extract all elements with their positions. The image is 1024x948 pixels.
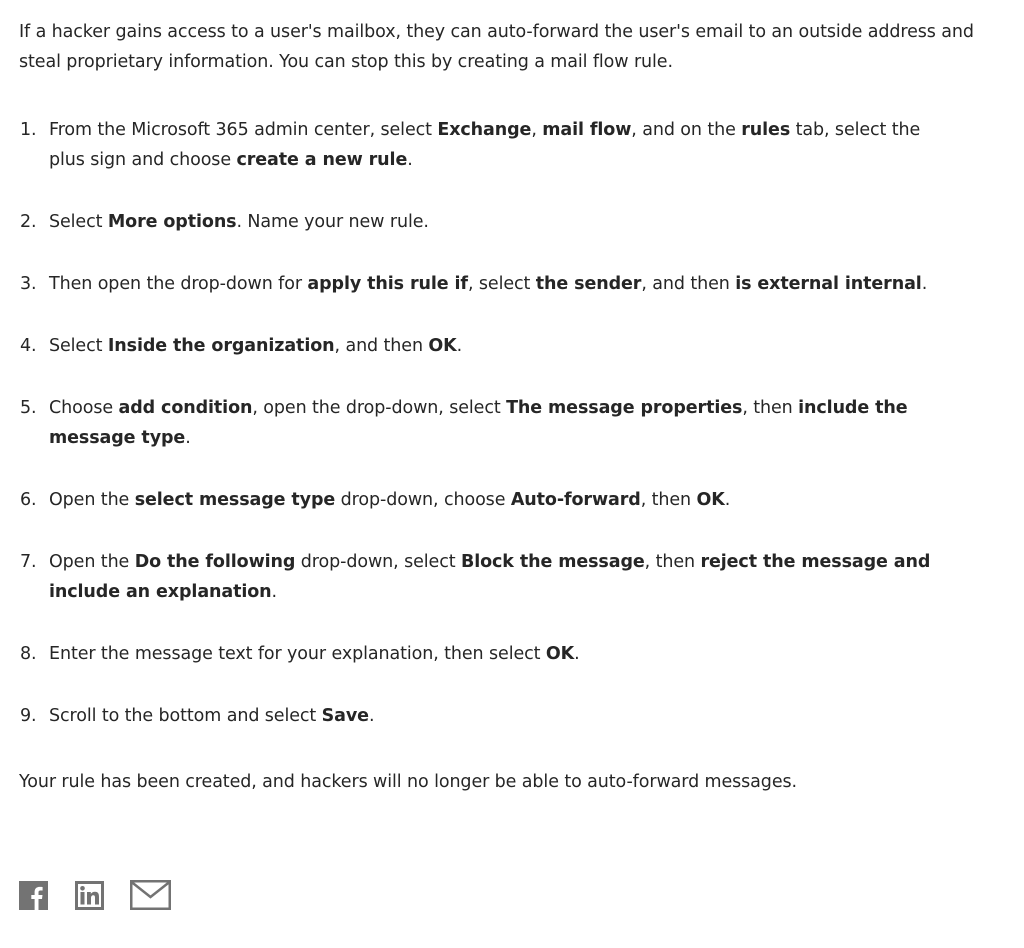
email-share-link[interactable] <box>130 880 171 910</box>
step-text-run: . <box>271 582 278 602</box>
step-text <box>49 547 959 607</box>
step-text-run: drop-down, select <box>295 552 461 572</box>
step-text-run: drop-down, choose <box>335 490 511 510</box>
step-emphasis: add condition <box>118 398 253 418</box>
step-text-run: . <box>724 490 731 510</box>
email-icon <box>130 880 171 910</box>
step-number: 9. <box>20 706 37 726</box>
step-text-run: , select <box>467 274 536 294</box>
list-item <box>19 639 959 669</box>
outro-paragraph: Your rule has been created, and hackers will no longer be able to auto-forward messages. <box>19 772 797 792</box>
step-text <box>49 207 959 237</box>
step-text <box>49 485 959 515</box>
step-emphasis: select message type <box>134 490 336 510</box>
facebook-icon <box>19 881 48 910</box>
step-text-run: Scroll to the bottom and select <box>49 706 322 726</box>
step-text <box>49 115 959 175</box>
step-text <box>49 639 959 669</box>
step-text-run: From the Microsoft 365 admin center, select <box>49 120 438 140</box>
share-bar <box>19 880 171 910</box>
step-number: 8. <box>20 644 37 664</box>
step-text <box>49 393 959 453</box>
list-item <box>19 207 959 237</box>
linkedin-share-link[interactable] <box>75 881 104 910</box>
step-text-run: , <box>531 120 543 140</box>
step-emphasis: create a new rule <box>236 150 408 170</box>
step-emphasis: reject the message and include an explanation <box>49 552 931 602</box>
step-text-run: , open the drop-down, select <box>252 398 507 418</box>
step-text-run: Open the <box>49 552 135 572</box>
step-number: 1. <box>20 120 37 140</box>
step-emphasis: the sender <box>535 274 642 294</box>
step-text-run: Enter the message text for your explanation, then select <box>49 644 546 664</box>
step-text-run: tab, select the plus sign and choose <box>49 120 921 170</box>
step-text-run: . <box>921 274 928 294</box>
step-emphasis: is external internal <box>735 274 922 294</box>
step-text-run: Select <box>49 336 108 356</box>
step-number: 7. <box>20 552 37 572</box>
list-item <box>19 393 959 453</box>
step-text-run: Open the <box>49 490 135 510</box>
step-text-run: , and on the <box>631 120 742 140</box>
step-emphasis: Save <box>321 706 369 726</box>
step-text-run: . <box>574 644 580 664</box>
article-body <box>19 17 994 792</box>
step-emphasis: The message properties <box>506 398 743 418</box>
list-item <box>19 701 959 731</box>
step-number: 3. <box>20 274 37 294</box>
step-text-run: Then open the drop-down for <box>49 274 308 294</box>
list-item <box>19 485 959 515</box>
step-emphasis: OK <box>428 336 457 356</box>
step-text <box>49 331 959 361</box>
step-emphasis: Auto-forward <box>510 490 641 510</box>
step-number: 6. <box>20 490 37 510</box>
intro-paragraph: If a hacker gains access to a user's mailbox, they can auto-forward the user's email to an outside address and steal proprietary information. You can stop this by creating a mail flow rule. <box>19 22 974 72</box>
list-item <box>19 547 959 607</box>
step-emphasis: mail flow <box>542 120 632 140</box>
step-text-run: . <box>368 706 375 726</box>
step-text-run: Choose <box>49 398 119 418</box>
step-text-run: . <box>407 150 413 170</box>
step-number: 5. <box>20 398 37 418</box>
step-text <box>49 701 959 731</box>
facebook-share-link[interactable] <box>19 881 48 910</box>
step-emphasis: Inside the organization <box>107 336 335 356</box>
step-emphasis: rules <box>741 120 791 140</box>
linkedin-icon <box>75 881 104 910</box>
step-emphasis: apply this rule if <box>307 274 468 294</box>
step-emphasis: Block the message <box>460 552 645 572</box>
step-emphasis: include the message type <box>49 398 908 448</box>
step-text <box>49 269 959 299</box>
step-text-run: , then <box>644 552 701 572</box>
step-number: 4. <box>20 336 37 356</box>
step-text-run: , and then <box>641 274 736 294</box>
step-text-run: . Name your new rule. <box>236 212 429 232</box>
step-emphasis: Do the following <box>134 552 296 572</box>
step-text-run: . <box>456 336 463 356</box>
step-emphasis: OK <box>696 490 725 510</box>
step-emphasis: More options <box>107 212 237 232</box>
list-item <box>19 115 959 175</box>
list-item <box>19 331 959 361</box>
step-text-run: , then <box>640 490 697 510</box>
list-item <box>19 269 959 299</box>
step-emphasis: OK <box>545 644 575 664</box>
step-emphasis: Exchange <box>437 120 532 140</box>
step-text-run: Select <box>49 212 108 232</box>
step-text-run: , and then <box>334 336 429 356</box>
step-text-run: , then <box>742 398 799 418</box>
step-text-run: . <box>185 428 191 448</box>
step-number: 2. <box>20 212 37 232</box>
